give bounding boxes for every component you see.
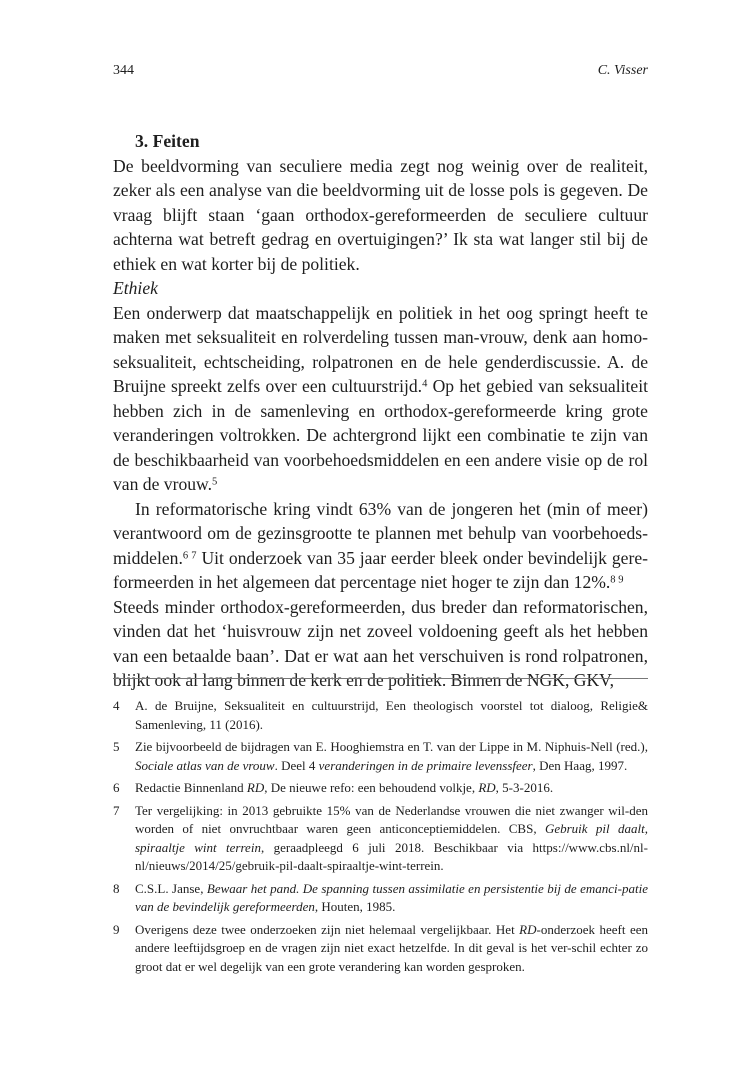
footnote-9 [113, 921, 648, 977]
footnote-italic-title: Bewaar het pand. De spanning tussen assimilatie en persistentie bij de emanci-patie van de bevindelijk gereformeerden [135, 880, 648, 914]
footnote-text: , Den Haag, 1997. [532, 757, 628, 773]
footnote-text: -onderzoek heeft een andere leeftijdsgroep en de vragen zijn niet exact hetzelfde. In dit geval is het ver-schil echter zo groot dat er wel degelijk van een grote verandering kan worden gesproken. [135, 921, 648, 974]
ethiek-paragraph-3: Steeds minder orthodox-gereformeerden, dus breder dan reformatorischen, vinden dat het ‘huisvrouw zijn net zoveel voldoening geeft als het hebben van een betaalde baan’. Dat er wat aan het verschuiven is rond rolpatronen, blijkt ook al lang binnen de kerk en de politiek. Binnen de NGK, GKV, [113, 596, 648, 690]
footnote-number: 9 [113, 921, 120, 937]
subsection-heading-ethiek: Ethiek [113, 278, 158, 298]
footnote-italic-title: RD [519, 921, 537, 937]
main-text [113, 129, 648, 693]
footnote-number: 6 [113, 780, 120, 795]
footnote-italic-title: RD [478, 780, 496, 795]
page-number: 344 [113, 63, 134, 78]
footnote-italic-title: RD [246, 780, 265, 795]
footnote-italic-title: Sociale atlas van de vrouw [135, 757, 275, 773]
running-header [113, 63, 648, 83]
section-intro-paragraph: De beeldvorming van seculiere media zegt nog weinig over de realiteit, zeker als een analyse van die beeldvorming uit de losse pols is gegeven. De vraag blijft staan ‘gaan orthodox-gereformeerden de seculiere cultuur achterna wat betreft gedrag en overtuigingen?’ Ik sta wat langer stil bij de ethiek en wat korter bij de politiek. [113, 155, 648, 274]
footnotes [113, 697, 648, 980]
footnote-text: , De nieuwe refo: een behoudend volkje, [264, 780, 479, 795]
footnote-text: , Houten, 1985. [314, 899, 396, 914]
footnote-text: Redactie Binnenland [135, 780, 247, 795]
running-author: C. Visser [597, 63, 648, 78]
footnote-number: 4 [113, 698, 120, 713]
footnote-text: A. de Bruijne, Seksualiteit en cultuurstrijd, Een theologisch voorstel tot dialoog, Religie& Samenleving, 11 (2016). [135, 698, 648, 732]
footnote-text: . Deel 4 [274, 757, 319, 773]
footnote-number: 5 [113, 739, 120, 754]
footnote-8 [113, 880, 648, 917]
footnote-number: 8 [113, 880, 120, 896]
ethiek-p2-text-b: Uit onderzoek van 35 jaar eerder bleek onder bevindelijk gere-formeerden in het algemeen dat percentage niet hoger te zijn dan 12%. [113, 547, 649, 592]
footnote-italic-title: veranderingen in de primaire levenssfeer [318, 757, 533, 773]
footnote-ref-6-7[interactable]: 6 7 [182, 550, 197, 562]
ethiek-p1-text-a: Een onderwerp dat maatschappelijk en politiek in het oog springt heeft te maken met seksualiteit en rolverdeling tussen man-vrouw, denk aan homo-seksualiteit, echtscheiding, rolpatronen en de hele genderdiscussie. A. de Bruijne spreekt zelfs over een cultuurstrijd. [113, 302, 648, 396]
footnote-number: 7 [113, 802, 120, 818]
footnote-ref-8-9[interactable]: 8 9 [610, 574, 624, 586]
footnote-ref-5[interactable]: 5 [212, 476, 218, 488]
ethiek-paragraph-1 [113, 301, 648, 497]
footnote-italic-title: Gebruik pil daalt, spiraaltje wint terrein [135, 821, 649, 855]
footnote-text: , geraadpleegd 6 juli 2018. Beschikbaar via https://www.cbs.nl/nl-nl/nieuws/2014/25/gebruik-pil-daalt-spiraaltje-wint-terrein. [135, 839, 648, 873]
section-title: 3. Feiten [135, 131, 200, 151]
footnote-text: Ter vergelijking: in 2013 gebruikte 15% van de Nederlandse vrouwen die niet zwanger wil-den worden of niet onvruchtbaar waren geen anticonceptiemiddelen. CBS, [135, 802, 648, 836]
ethiek-p1-text-b: Op het gebied van seksualiteit hebben zich in de samenleving en orthodox-gereformeerde kring grote veranderingen voltrokken. De achtergrond lijkt een combinatie te zijn van de beschikbaarheid van voorbehoedsmiddelen en een andere visie op de rol van de vrouw. [113, 376, 648, 494]
ethiek-paragraph-2 [113, 497, 648, 595]
footnote-text: Overigens deze twee onderzoeken zijn niet helemaal vergelijkbaar. Het [135, 921, 520, 937]
footnote-6 [113, 779, 648, 798]
footnote-divider [113, 678, 648, 679]
footnote-ref-4[interactable]: 4 [422, 378, 428, 390]
footnote-4 [113, 697, 648, 734]
footnote-text: , 5-3-2016. [495, 780, 554, 795]
ethiek-p2-text-a: In reformatorische kring vindt 63% van de jongeren het (min of meer) verantwoord om de gezinsgrootte te plannen met behulp van voorbehoeds-middelen. [113, 498, 648, 568]
footnote-7 [113, 802, 648, 876]
footnote-5 [113, 738, 648, 775]
footnote-text: Zie bijvoorbeeld de bijdragen van E. Hooghiemstra en T. van der Lippe in M. Niphuis-Nell (red.), [135, 739, 648, 754]
footnote-text: C.S.L. Janse, [135, 880, 207, 896]
